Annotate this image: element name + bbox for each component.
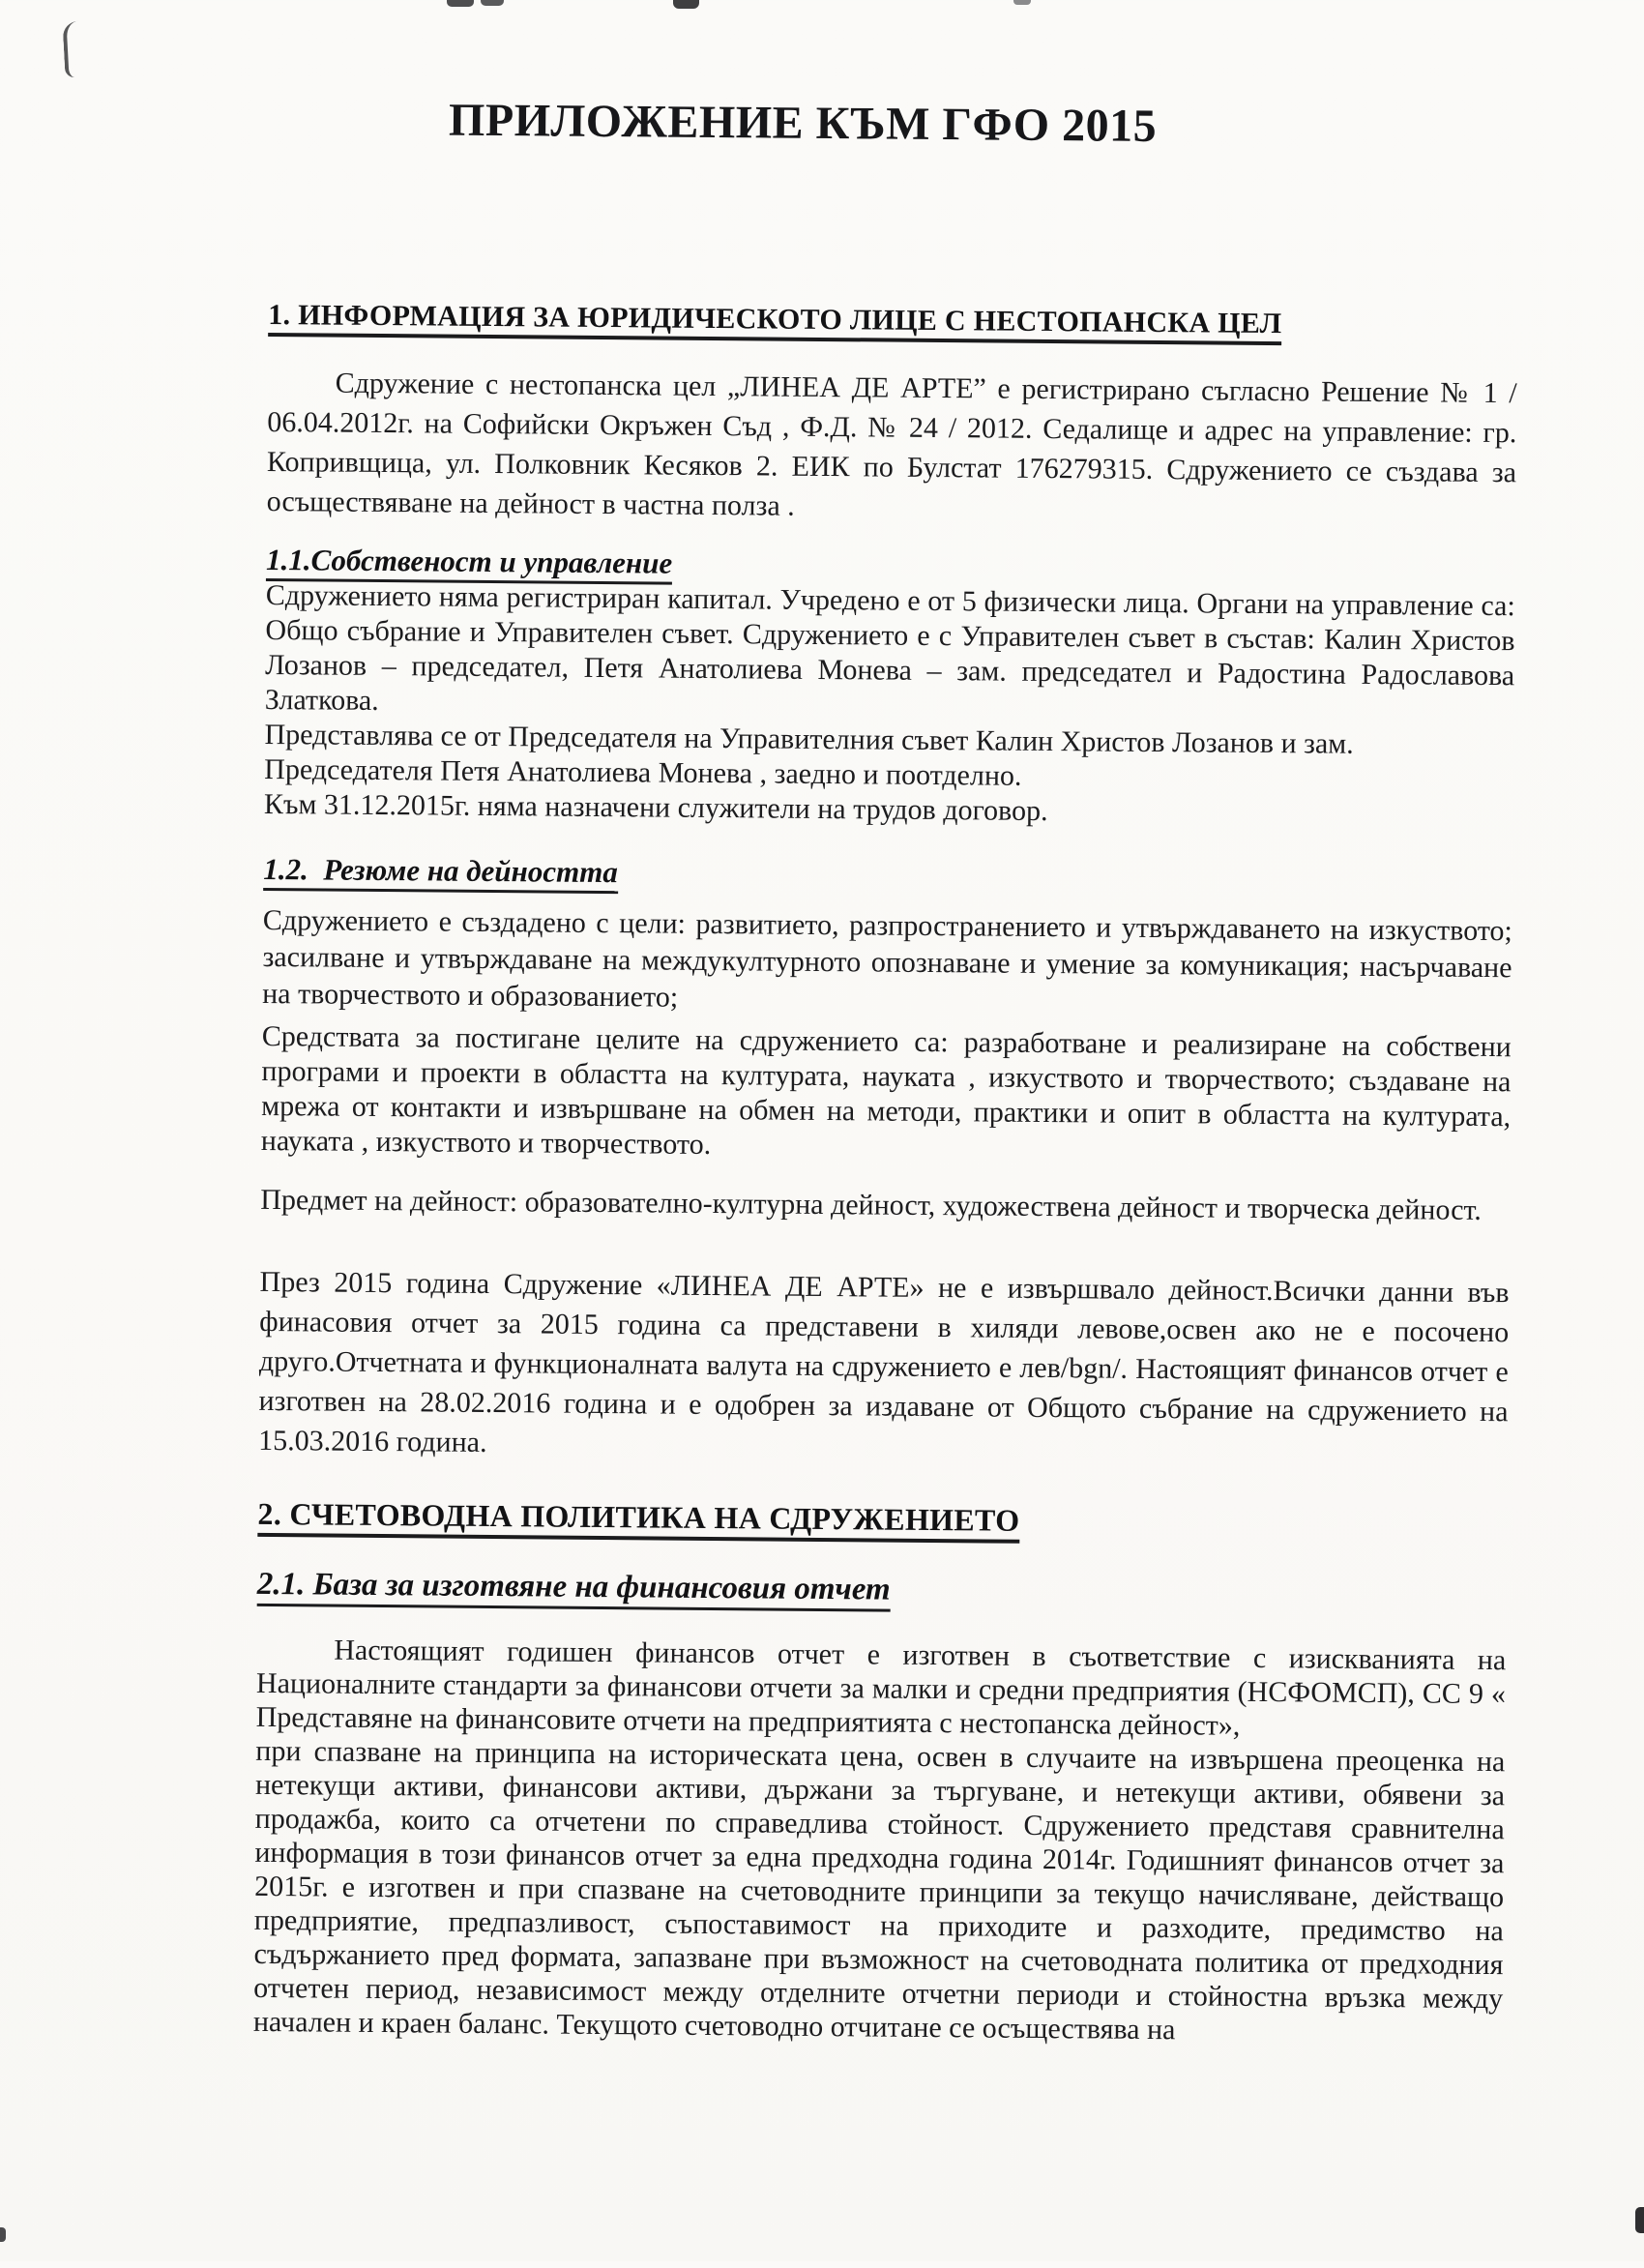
activity-means-paragraph: Средствата за постигане целите на сдружението са: разработване и реализиране на собствени програми и проекти в областта на културата, науката , изкуството и творчеството; създаване на мрежа от контакти и извършване на обмен на методи, практики и опит в областта на културата, науката , изкуството и творчеството. bbox=[260, 1019, 1512, 1161]
subsection-1-1-heading-text: 1.1.Собственост и управление bbox=[266, 543, 672, 585]
section-1-heading bbox=[268, 299, 1517, 342]
section-1-intro-paragraph: Сдружение с нестопанска цел „ЛИНЕА ДЕ АРТЕ” е регистрирано съгласно Решение № 1 / 06.04.2012г. на Софийски Окръжен Съд , Ф.Д. № 24 / 2012. Седалище и адрес на управление: гр. Копривщица, ул. Полковник Кесяков 2. ЕИК по Булстат 176279315. Сдружението се създава за осъществяване на дейност в частна полза . bbox=[266, 367, 1517, 522]
section-2-heading bbox=[257, 1496, 1507, 1543]
document-title bbox=[270, 92, 1519, 156]
section-1-heading-text: 1. ИНФОРМАЦИЯ ЗА ЮРИДИЧЕСКОТО ЛИЦЕ С НЕСТОПАНСКА ЦЕЛ bbox=[268, 299, 1281, 345]
ownership-paragraph: Сдружението няма регистриран капитал. Учредено е от 5 физически лица. Органи на управление са: Общо събрание и Управителен съвет. Сдружението е с Управителен съвет в състав: Калин Христов Лозанов – председател, Петя Анатолиева Монева – зам. председател и Радостина Радославова Златкова. bbox=[264, 578, 1515, 717]
representation-line-1: Представлява се от Председателя на Управителния съвет Калин Христов Лозанов и зам. bbox=[264, 718, 1354, 760]
representation-line-2: Председателя Петя Анатолиева Монева , заедно и поотделно. bbox=[264, 752, 1022, 792]
section-2-heading-text: 2. СЧЕТОВОДНА ПОЛИТИКА НА СДРУЖЕНИЕТО bbox=[257, 1496, 1019, 1544]
scan-mark-right-edge bbox=[1635, 2207, 1644, 2233]
subsection-2-1-heading-text: 2.1. База за изготвяне на финансовия отчет bbox=[257, 1567, 891, 1612]
activity-goals bbox=[262, 902, 1512, 1023]
activity-subject-paragraph: Предмет на дейност: образователно-културна дейност, художествена дейност и творческа дейност. bbox=[260, 1183, 1483, 1226]
activity-subject bbox=[260, 1181, 1510, 1230]
accounting-basis-part-1 bbox=[256, 1633, 1507, 1745]
subsection-1-2-heading bbox=[263, 852, 1512, 898]
accounting-basis-part-2 bbox=[253, 1734, 1506, 2049]
ownership-management-body bbox=[264, 578, 1515, 833]
activity-2015 bbox=[258, 1262, 1510, 1471]
section-1-intro bbox=[266, 363, 1516, 532]
accounting-basis-paragraph-1: Настоящият годишен финансов отчет е изготвен в съответствие с изискванията на Националните стандарти за финансови отчети за малки и средни предприятия (НСФОМСП), СС 9 « Представяне на финансовите отчети на предприятията с нестопанска дейност», bbox=[255, 1634, 1507, 1742]
activity-2015-paragraph: През 2015 година Сдружение «ЛИНЕА ДЕ АРТЕ» не е извършвало дейност.Всички данни във финасовия отчет за 2015 година са представени в хиляди левове,освен ако не е посочено друго.Отчетната и функционалната валута на сдружението е лев/bgn/. Настоящият финансов отчет е изготвен на 28.02.2016 година и е одобрен за издаване от Общото събрание на сдружението на 15.03.2016 година. bbox=[258, 1265, 1510, 1458]
accounting-basis-paragraph-2: при спазване на принципа на историческата цена, освен в случаите на извършена преоценка на нетекущи активи, финансови активи, държани за търгуване, и нетекущи активи, обявени за продажба, които са отчетени по справедлива стойност. Сдружението представя сравнителна информация в този финансов отчет за една предходна година 2014г. Годишният финансов отчет за 2015г. е изготвен и при спазване на счетоводните принципи за текущо начисляване, действащо предприятие, предпазливост, съпоставимост на приходите и разходите, предимство на съдържанието пред формата, запазване при възможност на счетоводната политика от предходния отчетен период, независимост между отделните отчетни периоди и стойностна връзка между начален и краен баланс. Текущото счетоводно отчитане се осъществява на bbox=[252, 1734, 1506, 2047]
activity-goals-paragraph: Сдружението е създадено с цели: развитието, разпространението и утвърждаването на изкуството; засилване и утвърждаване на междукултурното опознаване и умение за комуникация; насърчаване на творчеството и образованието; bbox=[262, 903, 1512, 1014]
no-employees-line: Към 31.12.2015г. няма назначени служители на трудов договор. bbox=[263, 787, 1048, 828]
document-title-text: ПРИЛОЖЕНИЕ КЪМ ГФО 2015 bbox=[448, 94, 1158, 152]
subsection-1-2-heading-text: 1.2. Резюме на дейността bbox=[263, 852, 618, 894]
subsection-2-1-heading bbox=[257, 1567, 1507, 1613]
activity-means bbox=[261, 1019, 1512, 1169]
